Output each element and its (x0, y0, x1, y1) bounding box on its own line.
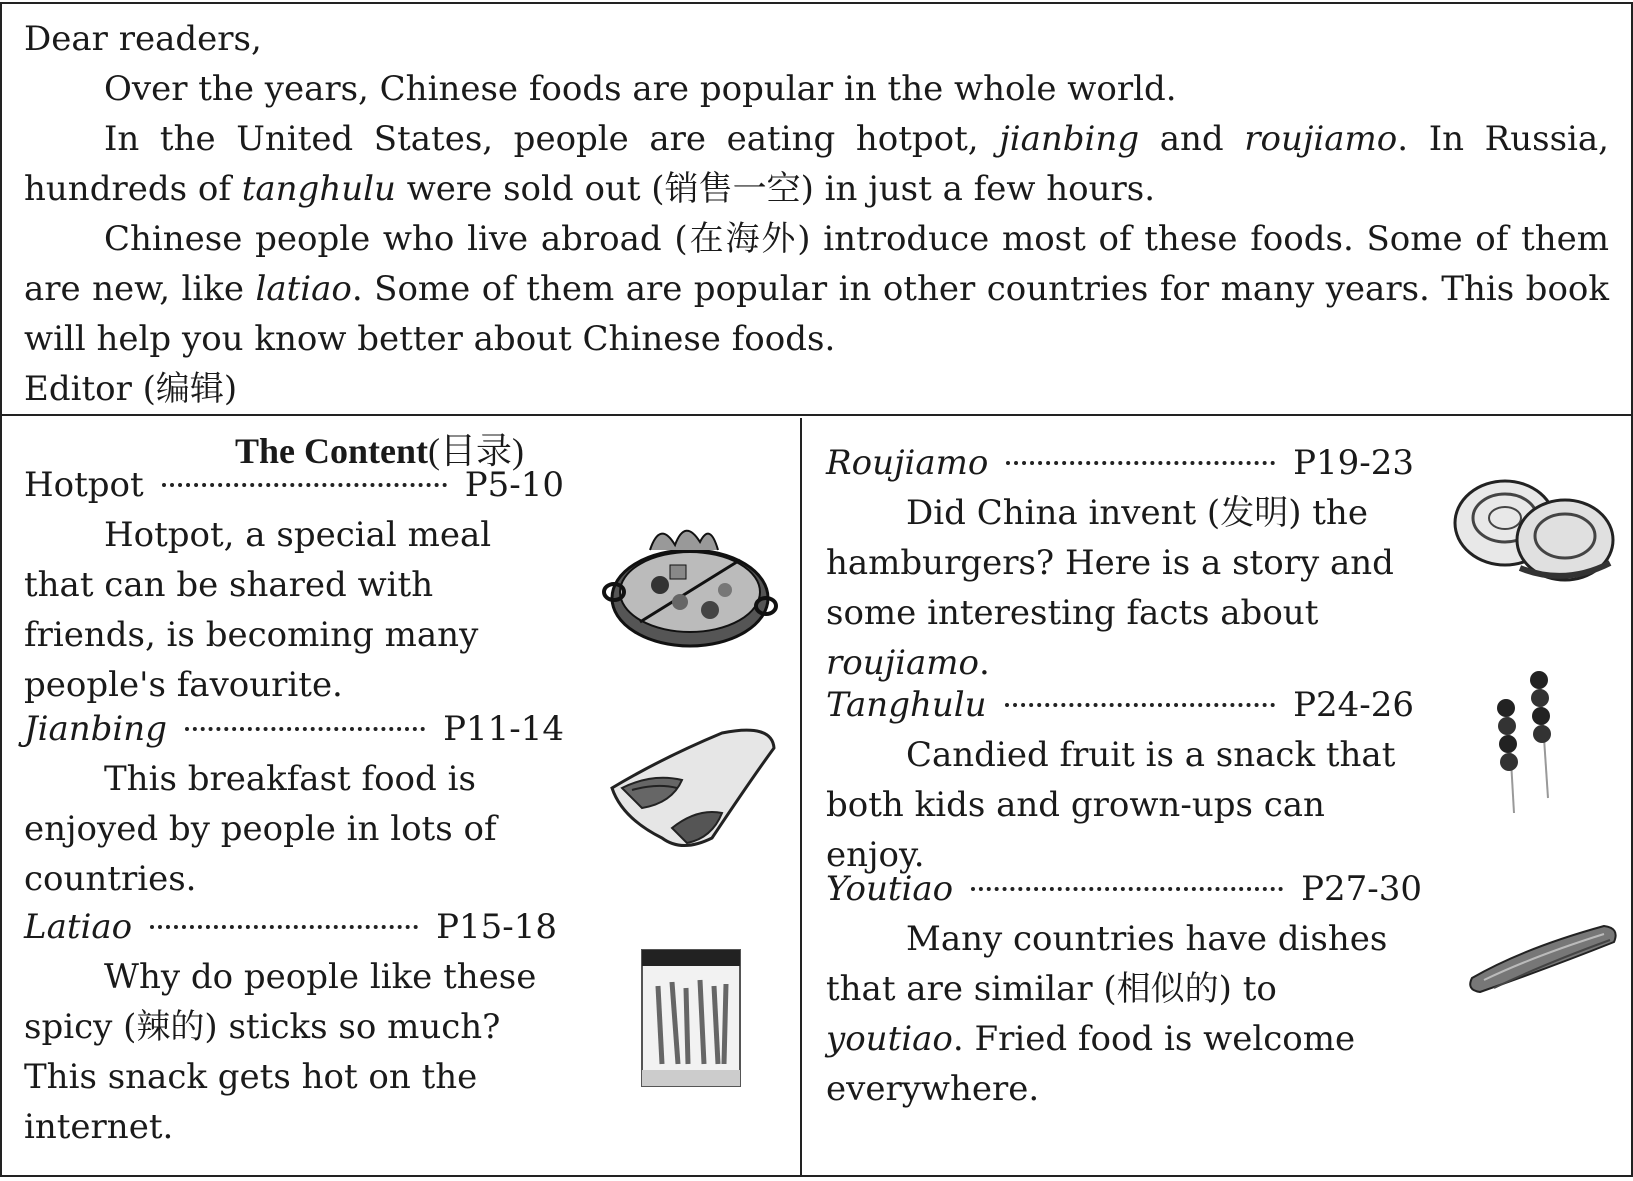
letter-paragraph-2: In the United States, people are eating hotpot, jianbing and roujiamo. In Russia, hundreds of tanghulu were sold out (销售一空) in just a few hours. (24, 119, 1609, 209)
entry-description: Candied fruit is a snack that both kids and grown-ups can enjoy. (826, 735, 1396, 875)
letter-greeting: Dear readers, (24, 19, 262, 59)
entry-description: Hotpot, a special meal that can be shared with friends, is becoming many people's favourite. (24, 515, 492, 705)
entry-title: Latiao (24, 907, 133, 947)
letter-paragraph-3: Chinese people who live abroad (在海外) introduce most of these foods. Some of them are new, like latiao. Some of them are popular in other countries for many years. This book will help you know better about Chinese foods. (24, 219, 1609, 359)
jianbing-illustration (602, 718, 782, 858)
book-page (0, 2, 1633, 1177)
entry-latiao (24, 902, 557, 1152)
entry-pages: P15-18 (436, 907, 557, 947)
tanghulu-illustration (1484, 668, 1564, 818)
entry-jianbing (24, 704, 564, 904)
dot-leader (1006, 461, 1275, 465)
youtiao-illustration (1464, 918, 1624, 998)
dot-leader (1005, 703, 1276, 707)
dot-leader (971, 887, 1283, 891)
editor-letter (2, 4, 1631, 416)
hotpot-illustration (600, 510, 780, 660)
dot-leader (185, 727, 425, 731)
entry-title: Jianbing (24, 709, 167, 749)
contents-left-column (2, 418, 802, 1175)
entry-description: Did China invent (发明) the hamburgers? Here is a story and some interesting facts about roujiamo. (826, 493, 1394, 683)
entry-description: Why do people like these spicy (辣的) sticks so much? This snack gets hot on the internet. (24, 957, 537, 1147)
letter-signature: Editor (编辑) (24, 369, 238, 409)
entry-description: Many countries have dishes that are similar (相似的) to youtiao. Fried food is welcome everywhere. (826, 919, 1388, 1109)
entry-pages: P11-14 (443, 709, 564, 749)
contents-right-column (804, 418, 1631, 1175)
entry-tanghulu (826, 680, 1414, 880)
dot-leader (150, 925, 418, 929)
entry-title: Roujiamo (826, 443, 989, 483)
dot-leader (162, 483, 447, 487)
entry-title: Youtiao (826, 869, 954, 909)
entry-pages: P5-10 (464, 465, 564, 505)
entry-pages: P27-30 (1301, 869, 1422, 909)
entry-youtiao (826, 864, 1422, 1114)
entry-title: Hotpot (24, 465, 144, 505)
entry-pages: P19-23 (1293, 443, 1414, 483)
entry-description: This breakfast food is enjoyed by people in lots of countries. (24, 759, 497, 899)
entry-title: Tanghulu (826, 685, 987, 725)
letter-paragraph-1: Over the years, Chinese foods are popular in the whole world. (104, 69, 1177, 109)
entry-hotpot (24, 460, 564, 710)
roujiamo-illustration (1450, 468, 1620, 588)
contents-heading: The Content(目录) (235, 431, 524, 471)
entry-pages: P24-26 (1293, 685, 1414, 725)
latiao-illustration (638, 946, 744, 1090)
entry-roujiamo (826, 438, 1414, 688)
